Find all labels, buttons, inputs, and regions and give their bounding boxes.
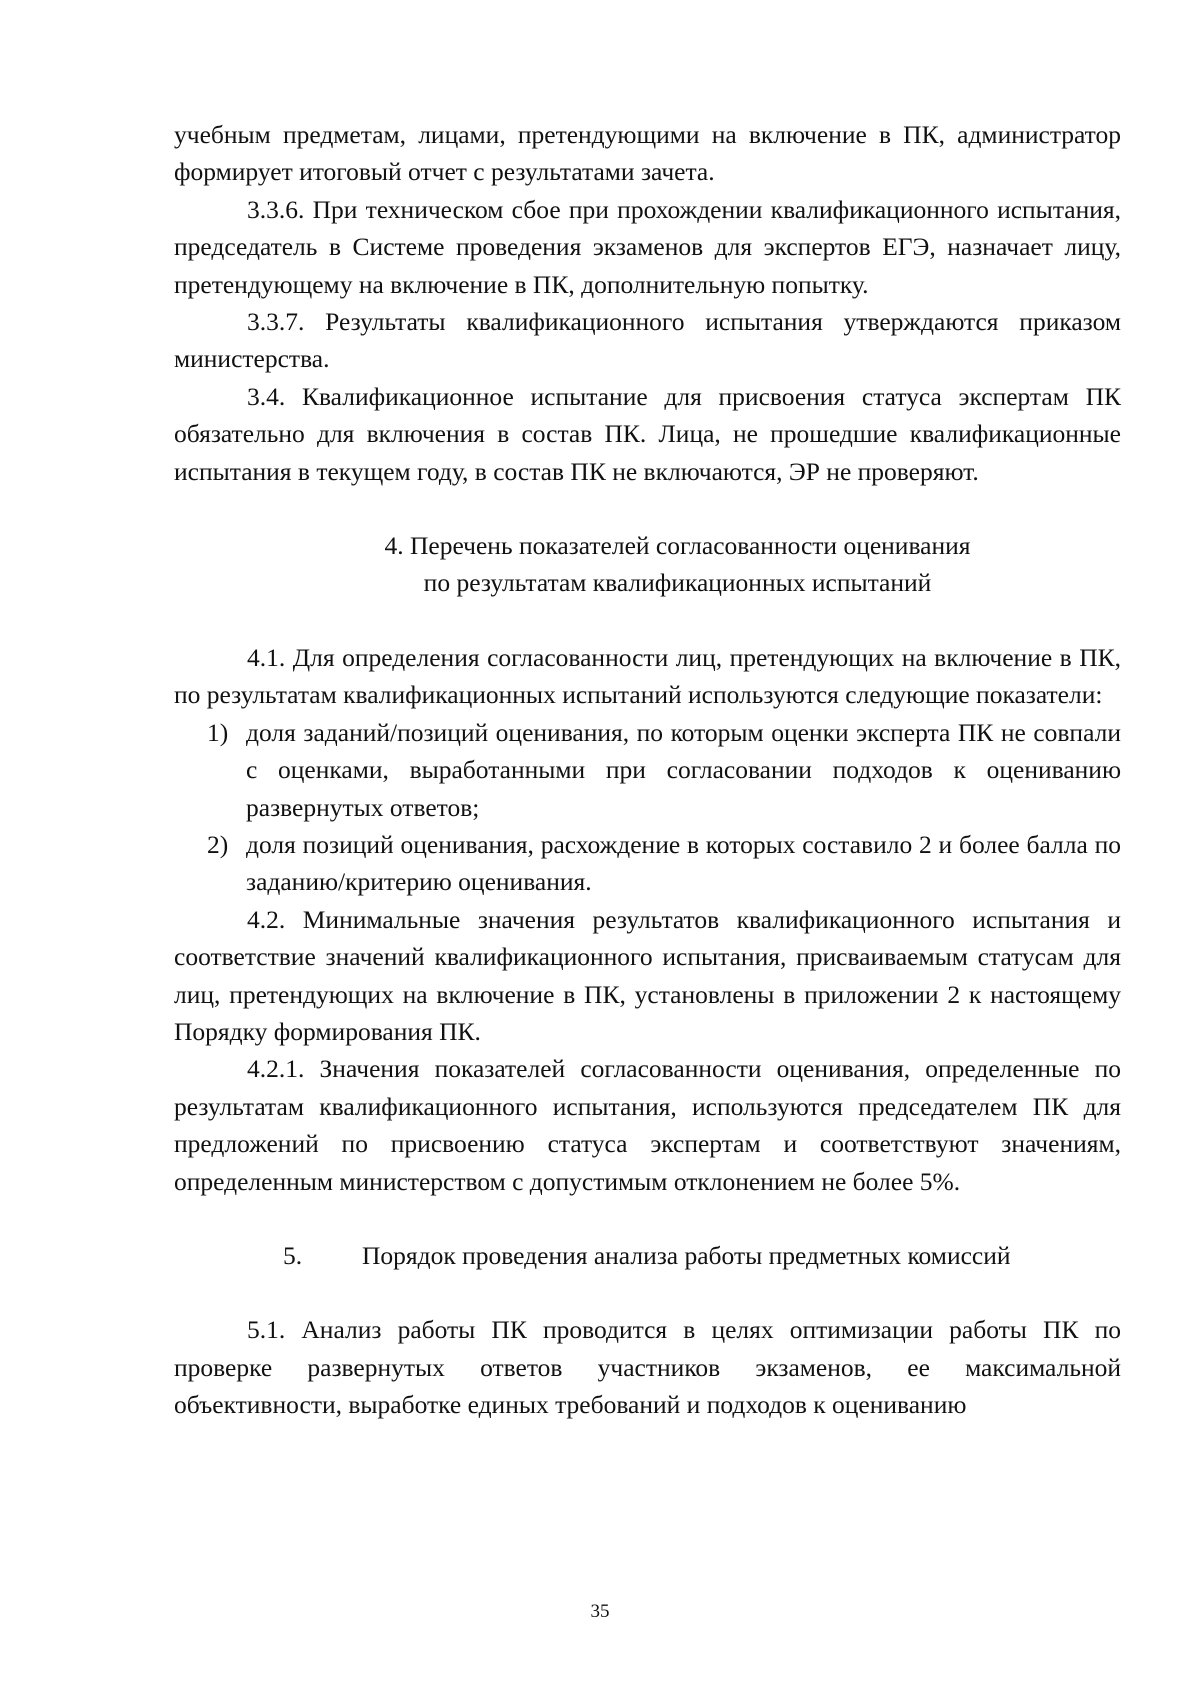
list-item-text: доля заданий/позиций оценивания, по которым оценки эксперта ПК не совпали с оценками, выработанными при согласовании подходов к оцениванию развернутых ответов;	[246, 717, 1121, 822]
section-5-title: Порядок проведения анализа работы предметных комиссий	[362, 1240, 1011, 1270]
paragraph-3-3-7: 3.3.7. Результаты квалификационного испытания утверждаются приказом министерства.	[174, 307, 1121, 374]
list-item	[174, 714, 1121, 826]
section-4-heading	[174, 527, 1121, 602]
section-4-heading-line1: 4. Перечень показателей согласованности оценивания	[384, 531, 971, 561]
page-number: 35	[590, 1601, 610, 1622]
section-5-number: 5.	[283, 1240, 303, 1270]
document-page	[174, 116, 1121, 1424]
list-item	[174, 826, 1121, 901]
paragraph-5-1: 5.1. Анализ работы ПК проводится в целях оптимизации работы ПК по проверке развернутых ответов участников экзаменов, ее максимальной объективности, выработке единых требований и подходов к оцениванию	[174, 1315, 1121, 1420]
section-4-heading-line2: по результатам квалификационных испытаний	[423, 568, 932, 598]
paragraph-4-1: 4.1. Для определения согласованности лиц, претендующих на включение в ПК, по результатам квалификационных испытаний используются следующие показатели:	[174, 642, 1121, 710]
list-marker: 2)	[207, 829, 229, 859]
list-marker: 1)	[207, 717, 229, 747]
paragraph-4-2-1: 4.2.1. Значения показателей согласованности оценивания, определенные по результатам квалификационного испытания, используются председателем ПК для предложений по присвоению статуса экспертам и соответствуют значениям, определенным министерством с допустимым отклонением не более 5%.	[174, 1054, 1121, 1196]
indicator-list	[174, 714, 1121, 901]
paragraph-4-2: 4.2. Минимальные значения результатов квалификационного испытания и соответствие значений квалификационного испытания, присваиваемым статусам для лиц, претендующих на включение в ПК, установлены в приложении 2 к настоящему Порядку формирования ПК.	[174, 904, 1121, 1046]
list-item-text: доля позиций оценивания, расхождение в которых составило 2 и более балла по заданию/критерию оценивания.	[246, 829, 1121, 897]
section-5-heading	[174, 1237, 1121, 1274]
paragraph-3-3-6: 3.3.6. При техническом сбое при прохождении квалификационного испытания, председатель в Системе проведения экзаменов для экспертов ЕГЭ, назначает лицу, претендующему на включение в ПК, дополнительную попытку.	[174, 194, 1121, 299]
paragraph-3-4: 3.4. Квалификационное испытание для присвоения статуса экспертам ПК обязательно для включения в состав ПК. Лица, не прошедшие квалификационные испытания в текущем году, в состав ПК не включаются, ЭР не проверяют.	[174, 381, 1121, 486]
paragraph-continuation: учебным предметам, лицами, претендующими на включение в ПК, администратор формирует итоговый отчет с результатами зачета.	[174, 120, 1121, 187]
